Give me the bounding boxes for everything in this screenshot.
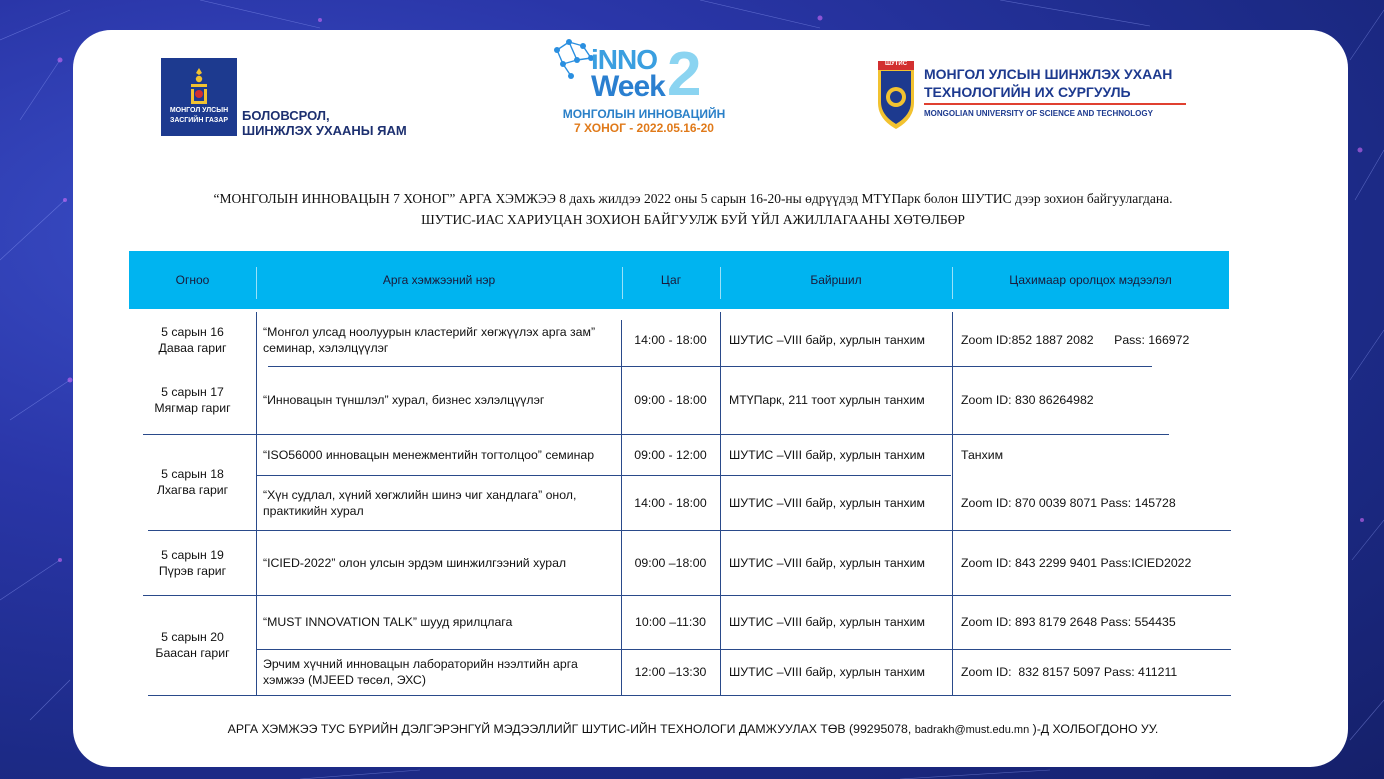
event-time: 14:00 - 18:00 — [634, 333, 707, 347]
header-date: Огноо — [175, 273, 210, 287]
table-header — [129, 251, 1229, 309]
date-cell — [129, 530, 256, 595]
event-online: Танхим — [961, 447, 1004, 462]
intro-text — [73, 188, 1313, 230]
event-online: Zoom ID: 832 8157 5097 Pass: 411211 — [961, 665, 1178, 679]
university-name-en: MONGOLIAN UNIVERSITY OF SCIENCE AND TECHNOLOGY — [924, 109, 1153, 118]
event-location: МТҮПарк, 211 тоот хурлын танхим — [729, 393, 925, 407]
date-weekday: Баасан гариг — [155, 646, 230, 660]
event-online: Zoom ID: 830 86264982 — [961, 393, 1094, 407]
contact-footer — [73, 722, 1313, 736]
event-name: “Монгол улсад ноолуурын кластерийг хөгжүүлэх арга зам” семинар, хэлэлцүүлэг — [263, 325, 596, 355]
header-location: Байршил — [810, 273, 862, 287]
event-location: ШУТИС –VIII байр, хурлын танхим — [729, 615, 925, 629]
date-weekday: Пүрэв гариг — [158, 563, 227, 578]
contact-email: badrakh@must.edu.mn — [914, 724, 1030, 736]
date-weekday: Мягмар гариг — [154, 401, 231, 415]
emblem-caption: МОНГОЛ УЛСЫН ЗАСГИЙН ГАЗАР — [169, 107, 229, 124]
date-weekday: Лхагва гариг — [156, 483, 229, 497]
event-time: 09:00 - 18:00 — [634, 393, 707, 407]
event-time: 14:00 - 18:00 — [634, 495, 707, 510]
program-card — [73, 30, 1348, 767]
event-location: ШУТИС –VIII байр, хурлын танхим — [729, 495, 925, 510]
university-name-line1: МОНГОЛ УЛСЫН ШИНЖЛЭХ УХААН — [924, 66, 1173, 82]
column-divider — [256, 312, 257, 695]
event-name: “Хүн судлал, хүний хөгжлийн шинэ чиг хандлага” онол, практикийн хурал — [263, 487, 577, 518]
date-day: 5 сарын 20 — [161, 630, 224, 644]
logo-number: 2 — [667, 40, 702, 109]
government-emblem — [161, 58, 237, 136]
event-location: ШУТИС –VIII байр, хурлын танхим — [729, 447, 925, 462]
shield-text: ШУТИС — [884, 61, 908, 67]
innoweek-logo — [549, 36, 739, 140]
footer-text: АРГА ХЭМЖЭЭ ТУС БҮРИЙН ДЭЛГЭРЭНГҮЙ МЭДЭЭЛЛИЙГ ШУТИС-ИЙН ТЕХНОЛОГИ ДАМЖУУЛАХ ТӨВ (99295078, — [227, 722, 915, 736]
column-divider — [952, 312, 953, 695]
date-day: 5 сарын 16 — [161, 325, 224, 339]
date-cell — [129, 314, 256, 366]
event-name: “ISO56000 инновацын менежментийн тогтолцоо” семинар — [263, 447, 595, 462]
event-time: 12:00 –13:30 — [634, 665, 707, 679]
event-time: 09:00 - 12:00 — [634, 447, 707, 462]
logo-inno: iNNO — [591, 44, 657, 75]
event-online: Zoom ID: 843 2299 9401 Pass:ICIED2022 — [961, 555, 1192, 570]
date-day: 5 сарын 19 — [161, 547, 224, 562]
event-location: ШУТИС –VIII байр, хурлын танхим — [729, 665, 925, 679]
date-weekday: Даваа гариг — [158, 341, 227, 355]
logo-week: Week — [591, 70, 665, 103]
event-location: ШУТИС –VIII байр, хурлын танхим — [729, 555, 925, 570]
event-online: Zoom ID: 870 0039 8071 Pass: 145728 — [961, 495, 1176, 510]
date-cell — [129, 595, 256, 695]
event-online: Zoom ID:852 1887 2082 Pass: 166972 — [961, 333, 1190, 347]
event-name: “ICIED-2022” олон улсын эрдэм шинжилгээний хурал — [263, 555, 567, 570]
row-divider — [148, 695, 1231, 696]
logo-dates: 7 ХОНОГ - 2022.05.16-20 — [574, 121, 714, 135]
header-event: Арга хэмжээний нэр — [382, 273, 496, 287]
ministry-name-line2: ШИНЖЛЭХ УХААНЫ ЯАМ — [242, 123, 407, 138]
header-time: Цаг — [660, 273, 682, 287]
event-name: “MUST INNOVATION TALK” шууд ярилцлага — [263, 615, 513, 629]
event-online: Zoom ID: 893 8179 2648 Pass: 554435 — [961, 615, 1176, 629]
intro-line2: ШУТИС-ИАС ХАРИУЦАН ЗОХИОН БАЙГУУЛЖ БУЙ ҮЙЛ АЖИЛЛАГААНЫ ХӨТӨЛБӨР — [421, 212, 965, 227]
event-name: Эрчим хүчний инновацын лабораторийн нээлтийн арга хэмжээ (MJEED төсөл, ЭХС) — [263, 657, 578, 687]
date-day: 5 сарын 17 — [161, 385, 224, 399]
logo-subtitle: МОНГОЛЫН ИННОВАЦИЙН — [562, 107, 726, 121]
event-time: 10:00 –11:30 — [635, 615, 706, 629]
university-shield-icon — [876, 57, 916, 131]
ministry-name-line1: БОЛОВСРОЛ, — [242, 108, 330, 123]
event-name: “Инновацын түншлэл” хурал, бизнес хэлэлцүүлэг — [263, 393, 545, 407]
university-logo — [876, 57, 1196, 137]
event-location: ШУТИС –VIII байр, хурлын танхим — [729, 333, 925, 347]
university-name-line2: ТЕХНОЛОГИЙН ИХ СУРГУУЛЬ — [924, 84, 1131, 100]
header-online: Цахимаар оролцох мэдээлэл — [1009, 273, 1172, 287]
footer-text-end: )-Д ХОЛБОГДОНО УУ. — [1029, 722, 1159, 736]
university-divider — [924, 103, 1186, 105]
date-cell — [129, 434, 256, 530]
intro-line1: “МОНГОЛЫН ИННОВАЦЫН 7 ХОНОГ” АРГА ХЭМЖЭЭ 8 дахь жилдээ 2022 оны 5 сарын 16-20-ны өдрүүдэд МТҮПарк болон ШУТИС дээр зохион байгуулагдана. — [213, 191, 1173, 206]
event-time: 09:00 –18:00 — [634, 555, 707, 570]
date-cell — [129, 366, 256, 434]
column-divider — [720, 312, 721, 695]
date-day: 5 сарын 18 — [161, 467, 224, 481]
soyombo-icon — [188, 66, 210, 106]
